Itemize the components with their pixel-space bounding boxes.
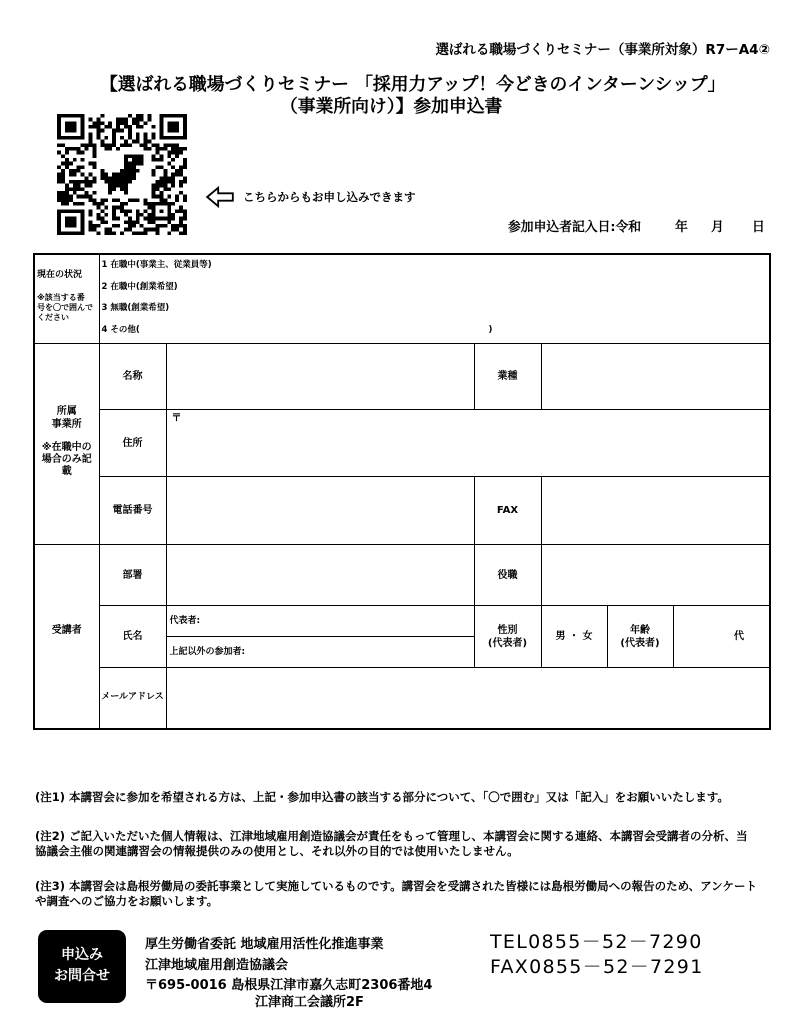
status-option-employed-startup: 2 在職中(創業希望)	[101, 281, 178, 292]
status-options-cell	[99, 254, 770, 344]
note-3-line: (注3) 本講習会は島根労働局の委託事業として実施しているものです。講習会を受講された皆様には島根労働局への報告のため、アンケート	[35, 879, 757, 893]
age-label-line: 年齢	[630, 624, 650, 636]
address-label: 住所	[99, 410, 166, 477]
org-sponsor: 厚生労働省委託 地域雇用活性化推進事業	[145, 937, 384, 952]
company-section-label	[34, 344, 99, 545]
contact-badge-line: 申込み	[61, 947, 103, 963]
age-label-line: (代表者)	[620, 637, 660, 649]
other-participants-label: 上記以外の参加者:	[169, 647, 246, 657]
company-name-label: 名称	[99, 344, 166, 410]
company-label-line: 所属	[56, 406, 77, 417]
gender-options: 男 ・ 女	[541, 606, 607, 668]
address-field	[166, 410, 770, 477]
gender-label-line: (代表者)	[487, 637, 528, 649]
age-field	[673, 606, 770, 668]
status-options	[100, 255, 770, 343]
name-label: 氏名	[99, 606, 166, 668]
contact-badge	[38, 930, 126, 1003]
qr-code-icon	[57, 114, 187, 235]
note-1-line: (注1) 本講習会に参加を希望される方は、上記・参加申込書の該当する部分について、「〇で囲む」又は「記入」をお願いいたします。	[35, 790, 729, 804]
company-note-line: 場合のみ記	[41, 454, 92, 465]
status-note-line: 号を〇で囲んで	[37, 303, 93, 312]
entry-date-day: 日	[752, 220, 765, 235]
company-label-line: 事業所	[51, 419, 82, 430]
gender-label	[474, 606, 541, 668]
status-option-unemployed-startup: 3 無職(創業希望)	[101, 303, 170, 314]
email-label: メールアドレス	[99, 668, 166, 729]
form-title-line-1: 【選ばれる職場づくりセミナー 「採用力アップ！今どきのインターンシップ」	[100, 74, 726, 95]
attendee-email-row	[34, 668, 770, 729]
org-building: 江津商工会議所2F	[255, 995, 364, 1010]
status-option-other: 4 その他(	[101, 325, 140, 336]
online-apply-text: こちらからもお申し込みできます	[243, 190, 416, 204]
email-field	[166, 668, 770, 729]
org-address: 〒695-0016 島根県江津市嘉久志町2306番地4	[145, 978, 433, 993]
representative-label: 代表者:	[167, 606, 474, 637]
age-suffix: 代	[734, 631, 745, 642]
status-row	[34, 254, 770, 344]
status-option-other-close: )	[488, 325, 493, 336]
age-label	[607, 606, 673, 668]
industry-field	[541, 344, 770, 410]
application-form-table	[33, 253, 771, 730]
status-label: 現在の状況	[37, 270, 83, 280]
company-note-line: 載	[61, 466, 72, 477]
phone-field	[166, 477, 474, 545]
org-name: 江津地域雇用創造協議会	[145, 958, 289, 973]
note-2-line: 協議会主催の関連講習会の情報提供のみの使用とし、それ以外の目的では使用いたしません。	[35, 844, 519, 858]
company-phone-row	[34, 477, 770, 545]
status-note-line: ※該当する番	[37, 293, 85, 302]
entry-date-label: 参加申込者記入日:令和	[508, 220, 642, 235]
industry-label: 業種	[474, 344, 541, 410]
company-address-row	[34, 410, 770, 477]
form-code: 選ばれる職場づくりセミナー（事業所対象）R7ーA4②	[435, 42, 770, 58]
company-name-field	[166, 344, 474, 410]
attendee-section-label: 受講者	[34, 545, 99, 729]
status-note-line: ください	[37, 313, 69, 322]
status-label-cell	[34, 254, 99, 344]
company-note-line: ※在職中の	[41, 442, 92, 453]
status-option-employed: 1 在職中(事業主、従業員等)	[101, 260, 212, 270]
arrow-left-outline-icon	[205, 186, 235, 208]
phone-label: 電話番号	[99, 477, 166, 545]
attendee-department-row	[34, 545, 770, 606]
fax-field	[541, 477, 770, 545]
postal-mark: 〒	[171, 413, 182, 424]
entry-date-year: 年	[675, 220, 688, 235]
form-title-line-2: （事業所向け）】参加申込書	[280, 96, 503, 117]
attendee-name-row	[34, 606, 770, 668]
contact-badge-line: お問合せ	[54, 968, 110, 984]
department-label: 部署	[99, 545, 166, 606]
name-field	[166, 606, 474, 668]
contact-tel: TEL0855－52－7290	[490, 931, 703, 953]
status-note	[37, 293, 99, 323]
note-2-line: (注2) ご記入いただいた個人情報は、江津地域雇用創造協議会が責任をもって管理し、本講習会に関する連絡、本講習会受講者の分析、当	[35, 829, 748, 843]
contact-fax: FAX0855－52－7291	[490, 956, 704, 978]
entry-date-month: 月	[711, 220, 724, 235]
position-label: 役職	[474, 545, 541, 606]
fax-label: FAX	[474, 477, 541, 545]
department-field	[166, 545, 474, 606]
note-3-line: や調査へのご協力をお願いします。	[35, 894, 219, 908]
gender-label-line: 性別	[497, 624, 518, 636]
position-field	[541, 545, 770, 606]
company-name-row	[34, 344, 770, 410]
